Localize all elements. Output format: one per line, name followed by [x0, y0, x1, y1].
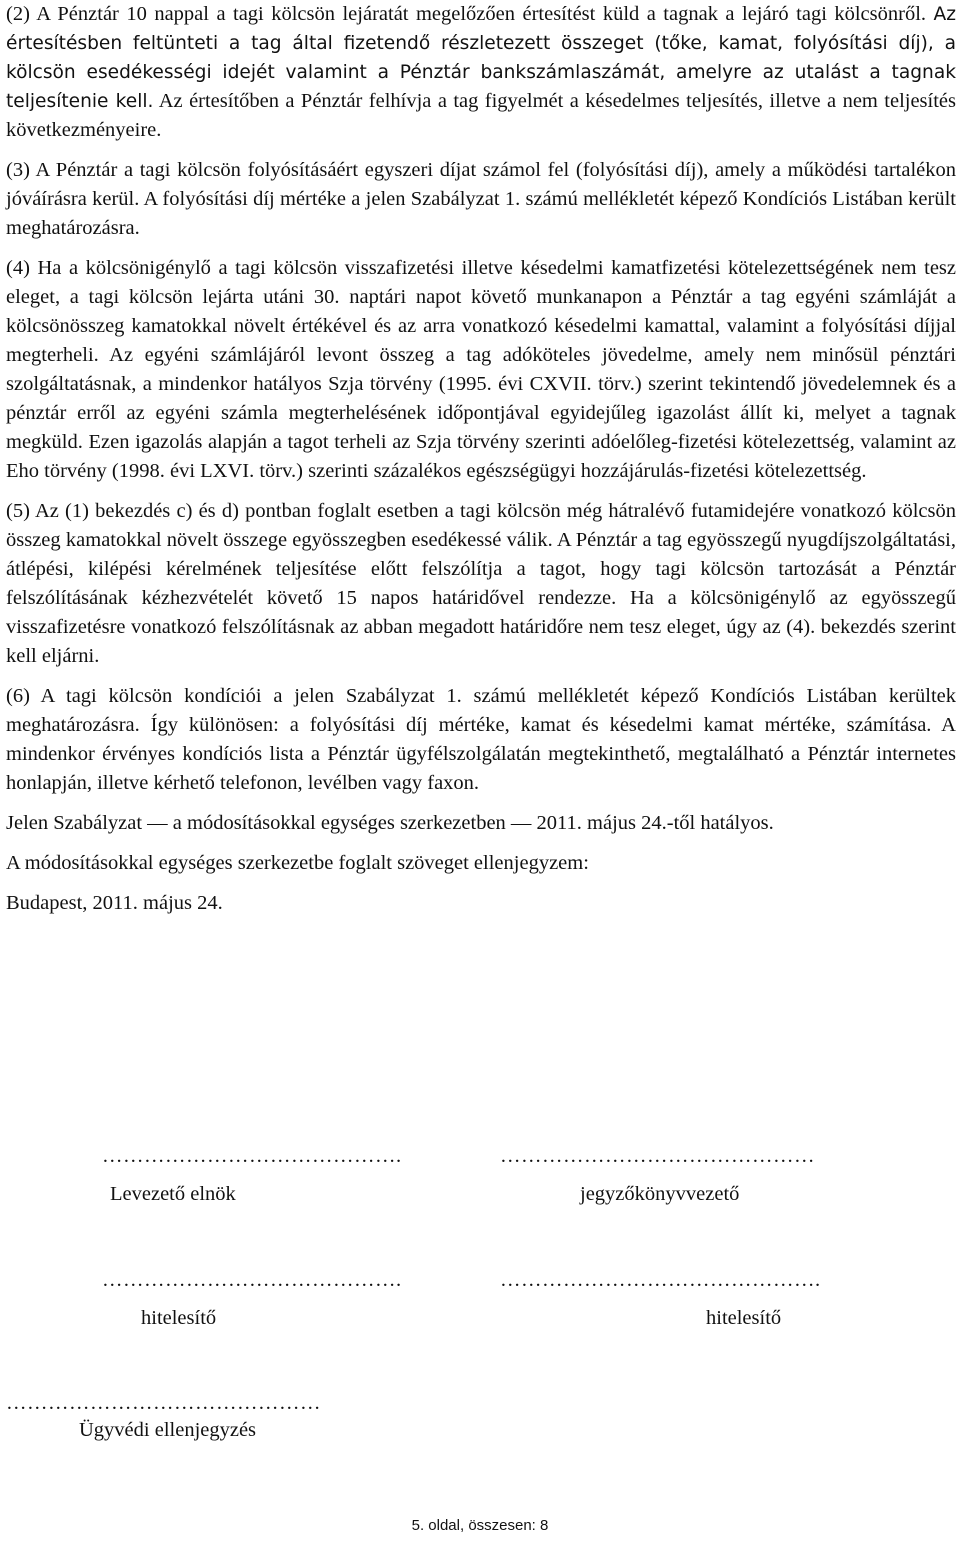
countersign-statement: A módosításokkal egységes szerkezetbe foglalt szöveget ellenjegyzem:: [6, 852, 589, 874]
signature-label-chair: Levezető elnök: [110, 1183, 236, 1205]
paragraph-6: (6) A tagi kölcsön kondíciói a jelen Szabályzat 1. számú mellékletét képező Kondíciós Listában kerültek meghatározásra. Így különösen: a folyósítási díj mértéke, kamat és késedelmi kamat mértéke, számítása. A mindenkor érvényes kondíciós lista a Pénztár ügyfélszolgálatán megtekinthető, megtalálható a Pénztár internetes honlapján, illetve kérhető telefonon, levélben vagy faxon.: [6, 685, 956, 794]
signature-line-attorney: ………………………………………: [6, 1392, 321, 1414]
paragraph-3: (3) A Pénztár a tagi kölcsön folyósításáért egyszeri díjat számol fel (folyósítási díj), amely a működési tartalékon jóváírásra kerül. A folyósítási díj mértéke a jelen Szabályzat 1. számú mellékletét képező Kondíciós Listában került meghatározásra.: [6, 159, 956, 239]
paragraph-2-sans-section: Az értesítésben feltünteti a tag által fizetendő részletezett összeget (tőke, kamat, folyósítási díj), a kölcsön esedékességi idejét valamint a Pénztár bankszámlaszámát, amelyre az utalást a tagnak teljesítenie kell.: [6, 4, 957, 112]
paragraph-2: [6, 0, 956, 145]
signature-label-attorney: Ügyvédi ellenjegyzés: [79, 1419, 257, 1441]
paragraph-4: (4) Ha a kölcsönigénylő a tagi kölcsön visszafizetési illetve késedelmi kamatfizetési kötelezettségének nem tesz eleget, a tagi kölcsön lejárta utáni 30. naptári napot követő munkanapon a Pénztár a tag egyéni számláját a kölcsönösszeg kamatokkal növelt értékével és az arra vonatkozó késedelmi kamattal, valamint a folyósítási díjjal megterheli. Az egyéni számlájáról levont összeg a tag adóköteles jövedelme, amely nem minősül pénztári szolgáltatásnak, a mindenkor hatályos Szja törvény (1995. évi CXVII. törv.) szerint tekintendő jövedelemnek és a pénztár erről az egyéni számla megterhelésének időpontjával egyidejűleg igazolást állít ki, melyet a tagnak megküld. Ezen igazolás alapján a tagot terheli az Szja törvény szerinti adóelőleg-fizetési kötelezettség, valamint az Eho törvény (1998. évi LXVI. törv.) szerinti százalékos egészségügyi hozzájárulás-fizetési kötelezettség.: [6, 257, 956, 482]
page-number-footer: 5. oldal, összesen: 8: [411, 1517, 549, 1534]
signature-line-minutes-taker: ………………………………………: [500, 1145, 815, 1167]
effective-date-statement: Jelen Szabályzat — a módosításokkal egységes szerkezetben — 2011. május 24.-től hatályos.: [6, 812, 774, 834]
signature-line-authenticator-right: ……………………………………….: [500, 1269, 821, 1291]
place-and-date: Budapest, 2011. május 24.: [6, 892, 223, 914]
document-page: [6, 0, 956, 918]
signature-line-chair: …………………………………….: [102, 1145, 402, 1167]
signature-line-authenticator-left: …………………………………….: [102, 1269, 402, 1291]
signature-label-minutes-taker: jegyzőkönyvvezető: [580, 1183, 740, 1205]
paragraph-2-serif-end: Az értesítőben a Pénztár felhívja a tag figyelmét a késedelmes teljesítés, illetve a nem teljesítés következményeire.: [6, 90, 956, 141]
signature-label-authenticator-right: hitelesítő: [706, 1307, 782, 1329]
paragraph-2-serif-start: (2) A Pénztár 10 nappal a tagi kölcsön lejáratát megelőzően értesítést küld a tagnak a lejáró tagi kölcsönről.: [6, 3, 927, 25]
paragraph-5: (5) Az (1) bekezdés c) és d) pontban foglalt esetben a tagi kölcsön még hátralévő futamidejére vonatkozó kölcsön összeg kamatokkal növelt összege egyösszegben esedékessé válik. A Pénztár a tag egyösszegű nyugdíjszolgáltatási, átlépési, kilépési kérelmének teljesítése előtt felszólítja a tagot, hogy tagi kölcsön tartozását a Pénztár felszólításának kézhezvételét követő 15 napos határidővel rendezze. Ha a kölcsönigénylő az egyösszegű visszafizetésre vonatkozó felszólításnak az abban megadott határidőre nem tesz eleget, úgy az (4). bekezdés szerint kell eljárni.: [6, 500, 956, 667]
signature-label-authenticator-left: hitelesítő: [141, 1307, 217, 1329]
